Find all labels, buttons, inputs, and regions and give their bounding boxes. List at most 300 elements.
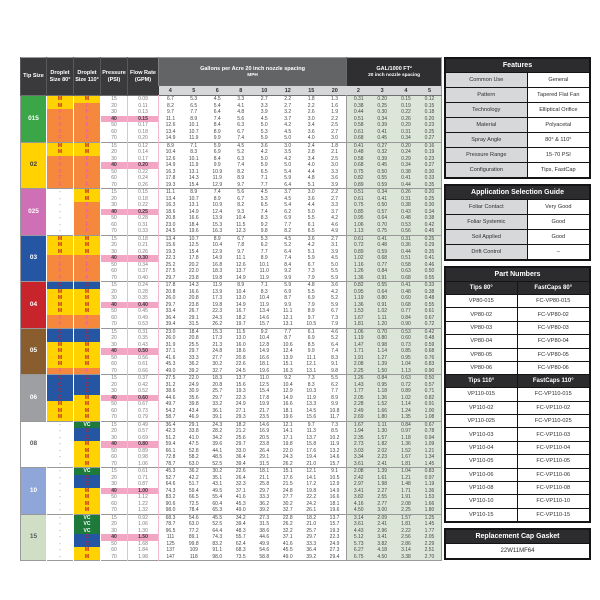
gal1000-cell: 1.18 — [394, 435, 418, 442]
gal1000-cell: 0.20 — [370, 96, 394, 103]
gpa-cell: 5.3 — [190, 96, 198, 102]
droplet-110-cell: M — [74, 235, 101, 242]
part-number-fastcap: FC-VP110-025 — [518, 414, 590, 427]
gal1000-cell: 0.95 — [347, 215, 371, 222]
gpa-cell: 29.3 — [235, 414, 246, 420]
droplet-80-cell: F — [47, 109, 74, 116]
droplet-110-cell: C — [74, 388, 101, 395]
gpa-cell: 22.0 — [282, 447, 293, 454]
gal1000-cell: 6.75 — [347, 554, 371, 561]
droplet-110-cell: C — [74, 282, 101, 289]
gal1000-cell: 1.82 — [370, 441, 394, 448]
pressure-cell: 30 — [101, 202, 128, 209]
gpa-cell: 21.5 — [282, 481, 293, 487]
gpa-cell: 9.8 — [260, 228, 268, 234]
gpa-cell: 4.0 — [307, 135, 315, 141]
gpa-cell: 52.8 — [188, 447, 199, 454]
flow-rate-cell: 0.28 — [128, 289, 159, 296]
tip-block-015 — [21, 96, 442, 143]
gpa-cell: 6.7 — [331, 308, 339, 314]
tip-size-cell: 15 — [21, 514, 47, 561]
gal1000-cell: 0.45 — [370, 135, 394, 142]
table-row — [21, 182, 442, 189]
gal1000-cell: 0.50 — [418, 375, 442, 382]
gal1000-cell: 0.20 — [418, 189, 442, 196]
gpa-cell: 26.2 — [282, 460, 293, 467]
gpa-cell: 17.8 — [188, 255, 199, 261]
gpa-cell: 12.4 — [212, 208, 223, 215]
gal1000-cell: 0.84 — [370, 375, 394, 382]
gal1000-cell: 1.36 — [347, 275, 371, 282]
flow-rate-cell: 0.42 — [128, 382, 159, 389]
flow-rate-cell: 1.98 — [128, 554, 159, 561]
flow-rate-cell: 0.49 — [128, 421, 159, 428]
droplet-110-cell: F — [74, 116, 101, 123]
flow-rate-cell: 0.71 — [128, 475, 159, 482]
tip-block-05 — [21, 328, 442, 375]
gpa-cell: 9.2 — [260, 328, 268, 335]
droplet-110-cell: VC — [74, 528, 101, 535]
gal1000-cell: 2.25 — [347, 368, 371, 375]
gal1000-cell: 0.68 — [394, 275, 418, 282]
droplet-80-cell: M — [47, 289, 74, 296]
gpa-cell: 52.7 — [165, 474, 176, 481]
gal1000-cell: 0.72 — [347, 242, 371, 249]
gal1000-cell: 0.78 — [418, 428, 442, 435]
gpa-cell: 5.9 — [213, 142, 221, 149]
droplet-110-cell: M — [74, 401, 101, 408]
gpa-group-header — [159, 58, 347, 87]
gpa-cell: 5.3 — [260, 128, 268, 135]
gal1000-cell: 0.42 — [418, 222, 442, 229]
gal1000-cell: 1.36 — [418, 488, 442, 495]
gpa-cell: 23.0 — [165, 221, 176, 228]
gal1000-cell: 0.25 — [418, 235, 442, 242]
tip-size-cell: 04 — [21, 282, 47, 329]
gpa-cell: 8.9 — [237, 282, 245, 288]
gpa-cell: 3.3 — [237, 96, 245, 102]
gpa-cell: 4.5 — [213, 96, 221, 102]
gpa-cell: 22.3 — [212, 308, 223, 314]
gpa-cell: 8.2 — [237, 202, 245, 208]
gpa-cell: 62.4 — [235, 540, 246, 547]
app-guide-row-label: Foliar Contact — [446, 200, 528, 214]
gpa-cell: 5.5 — [307, 215, 315, 221]
table-row — [21, 282, 442, 289]
gpa-cell: 9.1 — [331, 468, 339, 474]
gpa-cell: 4.4 — [307, 202, 315, 208]
gpa-cell: 3.7 — [331, 208, 339, 215]
gal1000-cell: 4.50 — [370, 554, 394, 561]
gpa-cell: 19.3 — [329, 527, 340, 534]
gpa-cell: 16.8 — [212, 261, 223, 268]
gpa-cell: 19.6 — [282, 414, 293, 420]
flow-rate-cell: 1.32 — [128, 507, 159, 514]
gpa-cell: 3.6 — [331, 175, 339, 181]
droplet-80-cell: C — [47, 382, 74, 389]
pressure-cell: 50 — [101, 494, 128, 501]
pressure-cell: 60 — [101, 547, 128, 554]
gpa-cell: 14.9 — [235, 274, 246, 281]
app-guide-row-value: Good — [528, 215, 589, 229]
gpa-cell: 32.7 — [212, 367, 223, 374]
gal1000-cell: 0.77 — [394, 308, 418, 315]
feature-row — [446, 132, 589, 147]
gpa-cell: 99.8 — [188, 540, 199, 547]
pressure-cell: 30 — [101, 295, 128, 302]
gpa-cell: 36.2 — [188, 361, 199, 367]
gpa-cell: 4.5 — [260, 115, 268, 122]
gal1000-cell: 1.18 — [370, 388, 394, 395]
gal1000-cell: 0.12 — [418, 96, 442, 103]
tip-size-cell: 08 — [21, 421, 47, 468]
gpa-cell: 15.4 — [188, 248, 199, 255]
droplet-80-cell: F — [47, 135, 74, 142]
gpa-cell: 3.3 — [331, 202, 339, 208]
droplet-80-cell: - — [47, 534, 74, 541]
gpa-cell: 6.5 — [260, 168, 268, 175]
feature-row-value: Polyacetal — [528, 118, 589, 132]
gpa-cell: 65.3 — [212, 507, 223, 513]
gal1000-cell: 2.05 — [418, 534, 442, 541]
app-guide-row — [446, 214, 589, 229]
gal1000-cell: 2.77 — [370, 501, 394, 508]
droplet-80-cell: - — [47, 209, 74, 216]
gal1000-cell: 3.14 — [347, 514, 371, 521]
pressure-cell: 30 — [101, 109, 128, 116]
gpa-cell: 9.9 — [284, 274, 292, 281]
gpa-cell: 32.2 — [282, 527, 293, 534]
gal1000-cell: 1.30 — [370, 428, 394, 435]
table-row — [21, 554, 442, 561]
droplet-80-cell: M — [47, 96, 74, 103]
gpa-cell: 4.2 — [284, 155, 292, 162]
gpa-cell: 1.9 — [331, 109, 339, 115]
gpa-cell: 18.2 — [235, 421, 246, 428]
pressure-cell: 50 — [101, 448, 128, 455]
gpa-cell: 5.5 — [331, 268, 339, 274]
gpa-cell: 8.9 — [213, 128, 221, 135]
gpa-cell: 9.7 — [307, 314, 315, 321]
droplet-110-cell: M — [74, 348, 101, 355]
droplet-80-cell: M — [47, 408, 74, 415]
gpa-cell: 23.5 — [259, 414, 270, 420]
gpa-cell: 54.6 — [259, 547, 270, 553]
droplet-110-cell: F — [74, 162, 101, 169]
gal1000-cell: 3.61 — [347, 521, 371, 528]
gpa-cell: 11.5 — [236, 221, 246, 228]
gpa-cell: 20.8 — [165, 215, 176, 221]
gpa-cell: 77.2 — [188, 527, 199, 534]
gpa-cell: 15.6 — [165, 242, 176, 248]
gal1000-cell: 2.27 — [370, 488, 394, 495]
gpa-cell: 18.3 — [212, 375, 223, 381]
feature-row-label: Configuration — [446, 163, 528, 177]
gpa-cell: 48.5 — [212, 454, 223, 460]
gpa-cell: 11.1 — [306, 354, 316, 361]
table-row — [21, 321, 442, 328]
gal1000-cell: 0.50 — [418, 268, 442, 275]
gpa-cell: 13.7 — [329, 514, 340, 521]
replacement-gasket-value: 22W11MF64 — [446, 543, 589, 558]
gpa-cell: 17.3 — [212, 295, 223, 301]
gpa-cell: 49.7 — [165, 401, 176, 407]
gal1000-cell: 3.82 — [347, 494, 371, 501]
gpa-cell: 6.7 — [237, 128, 245, 135]
gpa-cell: 23.8 — [188, 301, 199, 308]
pressure-cell: 15 — [101, 328, 128, 335]
gal1000-cell: 0.82 — [347, 175, 371, 182]
gpa-cell: 54.6 — [188, 514, 199, 521]
gpa-cell: 41.6 — [235, 494, 246, 500]
mph-col-header: 5 — [182, 86, 206, 96]
part-group-header-tips: Tips 80° — [446, 281, 518, 294]
gal1000-cell: 1.52 — [370, 401, 394, 408]
part-group-header-tips: Tips 110° — [446, 374, 518, 387]
flow-rate-cell: 0.61 — [128, 361, 159, 368]
col-header-flow-rate: Flow Rate (GPM) — [128, 58, 159, 96]
gpa-cell: 3.6 — [260, 142, 268, 149]
gpa-cell: 19.7 — [235, 321, 246, 327]
gpa-cell: 83.2 — [212, 540, 223, 547]
feature-row — [446, 162, 589, 177]
flow-rate-cell: 0.15 — [128, 189, 159, 196]
gal1000-cell: 2.08 — [394, 501, 418, 508]
mph-col-header: 8 — [229, 86, 253, 96]
gpa-cell: 22.8 — [282, 514, 293, 521]
part-numbers-group — [446, 281, 589, 374]
gpa-cell: 36.2 — [188, 468, 199, 474]
gal1000-cell: 1.36 — [394, 441, 418, 448]
gpa-cell: 6.5 — [307, 228, 315, 234]
gpa-cell: 4.9 — [331, 228, 339, 234]
gpa-cell: 7.4 — [237, 135, 245, 141]
tip-size-cell: 06 — [21, 375, 47, 422]
droplet-80-cell: - — [47, 488, 74, 495]
gpa-cell: 27.5 — [165, 268, 176, 274]
gal1000-cell: 1.77 — [418, 528, 442, 535]
gpa-cell: 12.8 — [259, 341, 270, 348]
gpa-cell: 5.9 — [331, 301, 339, 308]
gpa-cell: 14.1 — [282, 428, 293, 434]
gpa-cell: 13.2 — [329, 447, 340, 454]
gpa-cell: 11.9 — [259, 274, 269, 281]
gal1000-cell: 0.90 — [394, 321, 418, 328]
table-row — [21, 189, 442, 196]
part-number-fastcap: FC-VP110-10 — [518, 494, 590, 507]
gal1000-cell: 0.80 — [370, 335, 394, 342]
gpa-cell: 13.1 — [306, 367, 317, 374]
gal1000-cell: 1.67 — [347, 421, 371, 428]
gpa-cell: 31.2 — [165, 381, 176, 388]
gal1000-cell: 0.35 — [418, 182, 442, 189]
gpa-cell: 2.5 — [331, 155, 339, 162]
gpa-cell: 3.2 — [284, 109, 292, 115]
gal1000-cell: 0.61 — [347, 129, 371, 136]
gpa-cell: 15.7 — [329, 460, 340, 467]
flow-rate-cell: 1.06 — [128, 521, 159, 528]
pressure-cell: 50 — [101, 262, 128, 269]
gpa-cell: 72.5 — [188, 500, 199, 507]
tip-block-03 — [21, 235, 442, 282]
gpa-cell: 45.3 — [165, 468, 176, 474]
pressure-cell: 15 — [101, 468, 128, 475]
gal1000-cell: 0.38 — [394, 169, 418, 176]
gal1000-cell: 0.31 — [394, 129, 418, 136]
gpa-cell: 15.6 — [235, 381, 246, 388]
gal1000-cell: 1.66 — [370, 408, 394, 415]
pressure-cell: 20 — [101, 382, 128, 389]
col-header-tip-size: Tip Size — [21, 58, 47, 96]
gpa-cell: 9.7 — [167, 109, 174, 115]
gpa-cell: 15.4 — [188, 181, 199, 188]
droplet-80-cell: F — [47, 262, 74, 269]
gpa-cell: 8.3 — [190, 149, 198, 155]
gpa-cell: 10.7 — [188, 195, 199, 202]
gpa-cell: 15.1 — [282, 361, 293, 367]
gpa-cell: 17.6 — [306, 447, 317, 454]
sidebar — [444, 57, 591, 565]
gpa-cell: 34.2 — [235, 514, 246, 521]
flow-rate-cell: 1.50 — [128, 534, 159, 541]
gal1000-cell: 0.23 — [418, 122, 442, 129]
gpa-cell: 4.5 — [284, 235, 292, 242]
table-row — [21, 235, 442, 242]
droplet-80-cell: F — [47, 116, 74, 123]
col-header-droplet-80: Droplet Size 80° — [47, 58, 74, 96]
gpa-cell: 4.5 — [260, 189, 268, 195]
gpa-cell: 63.0 — [188, 521, 199, 527]
flow-rate-cell: 0.52 — [128, 388, 159, 395]
gal1000-cell: 0.51 — [347, 116, 371, 123]
gal1000-cell: 0.72 — [418, 321, 442, 328]
gpa-cell: 19.4 — [306, 454, 317, 460]
gpa-cell: 10.7 — [188, 235, 199, 242]
gal1000-cell: 0.15 — [394, 96, 418, 103]
application-guide-section — [444, 184, 591, 261]
gal1000-cell: 3.61 — [347, 461, 371, 468]
gpa-cell: 19.3 — [165, 181, 176, 188]
gpa-cell: 7.9 — [331, 321, 339, 327]
gpa-cell: 52.5 — [212, 460, 223, 467]
flow-rate-cell: 0.98 — [128, 454, 159, 461]
droplet-80-cell: M — [47, 401, 74, 408]
gpa-cell: 2.7 — [331, 235, 339, 242]
gpa-cell: 25.6 — [235, 434, 246, 441]
gpa-cell: 2.1 — [331, 149, 339, 155]
droplet-110-cell: C — [74, 428, 101, 435]
flow-rate-cell: 0.57 — [128, 428, 159, 435]
tip-block-02 — [21, 142, 442, 189]
gal1000-cell: 0.48 — [394, 215, 418, 222]
flow-rate-cell: 0.66 — [128, 368, 159, 375]
gpa-cell: 5.5 — [331, 375, 339, 381]
droplet-110-cell: M — [74, 441, 101, 448]
gpa-cell: 24.3 — [212, 421, 223, 428]
gpa-cell: 12.3 — [235, 228, 246, 234]
droplet-80-cell: M — [47, 361, 74, 368]
gal1000-cell: 2.28 — [347, 401, 371, 408]
droplet-80-cell: M — [47, 355, 74, 362]
gal1000-cell: 5.12 — [347, 534, 371, 541]
gpa-cell: 36.1 — [212, 407, 223, 414]
droplet-110-cell: M — [74, 342, 101, 349]
gpa-cell: 6.9 — [307, 295, 315, 301]
gpa-cell: 16.9 — [259, 428, 270, 434]
flow-rate-cell: 0.87 — [128, 481, 159, 488]
flow-rate-cell: 1.22 — [128, 501, 159, 508]
gpa-cell: 2.5 — [331, 122, 339, 128]
gal1000-group-subtitle: 20 inch nozzle spacing — [368, 72, 421, 78]
gpa-group-subtitle: MPH — [247, 72, 258, 78]
gal1000-cell: 1.02 — [394, 395, 418, 402]
droplet-80-cell: - — [47, 461, 74, 468]
replacement-gasket-title: Replacement Cap Gasket — [446, 530, 589, 543]
pressure-cell: 40 — [101, 441, 128, 448]
gpa-cell: 64.4 — [212, 527, 223, 534]
gpa-cell: 11.9 — [189, 135, 199, 141]
gal1000-cell: 0.55 — [418, 275, 442, 282]
gpa-cell: 83.2 — [165, 494, 176, 500]
table-row — [21, 414, 442, 421]
droplet-110-cell: VC — [74, 521, 101, 528]
gal1000-cell: 1.26 — [347, 268, 371, 275]
part-number-tip: VP80-05 — [446, 348, 518, 361]
table-row — [21, 514, 442, 521]
table-row — [21, 135, 442, 142]
gpa-cell: 33.4 — [165, 308, 176, 314]
gpa-cell: 9.7 — [307, 421, 315, 428]
gal1000-cell: 0.75 — [370, 228, 394, 235]
gpa-cell: 15.7 — [329, 521, 340, 527]
flow-rate-cell: 1.12 — [128, 494, 159, 501]
gpa-cell: 15.6 — [306, 414, 317, 420]
flow-rate-cell: 0.30 — [128, 255, 159, 262]
droplet-80-cell: - — [47, 528, 74, 535]
part-number-tip: VP110-08 — [446, 481, 518, 494]
tip-size-cell: 10 — [21, 468, 47, 515]
pressure-cell: 15 — [101, 421, 128, 428]
gpa-cell: 14.6 — [259, 421, 270, 428]
gpa-cell: 1.6 — [331, 102, 339, 109]
gal1000-cell: 0.39 — [370, 122, 394, 129]
droplet-80-cell: F — [47, 169, 74, 176]
droplet-110-cell: F — [74, 222, 101, 229]
gpa-cell: 22.0 — [188, 375, 199, 381]
pressure-cell: 60 — [101, 501, 128, 508]
droplet-80-cell: M — [47, 414, 74, 421]
gpa-cell: 29.1 — [188, 421, 199, 428]
gal1000-cell: 0.97 — [394, 428, 418, 435]
gpa-cell: 6.7 — [237, 235, 245, 242]
gpa-cell: 39.1 — [212, 414, 223, 420]
flow-rate-cell: 0.17 — [128, 122, 159, 129]
flow-rate-cell: 0.37 — [128, 268, 159, 275]
gpa-cell: 8.7 — [284, 335, 292, 341]
gpa-cell: 5.6 — [237, 189, 245, 195]
flow-rate-cell: 0.24 — [128, 282, 159, 289]
droplet-80-cell: F — [47, 156, 74, 163]
pressure-cell: 70 — [101, 414, 128, 421]
gal1000-cell: 1.57 — [370, 435, 394, 442]
flow-rate-cell: 0.25 — [128, 209, 159, 216]
gpa-cell: 68.3 — [165, 514, 176, 521]
header-row-groups — [21, 58, 442, 87]
pressure-cell: 50 — [101, 355, 128, 362]
gal1000-cell: 0.80 — [370, 295, 394, 302]
droplet-110-cell: M — [74, 149, 101, 156]
gal1000-cell: 0.94 — [418, 435, 442, 442]
